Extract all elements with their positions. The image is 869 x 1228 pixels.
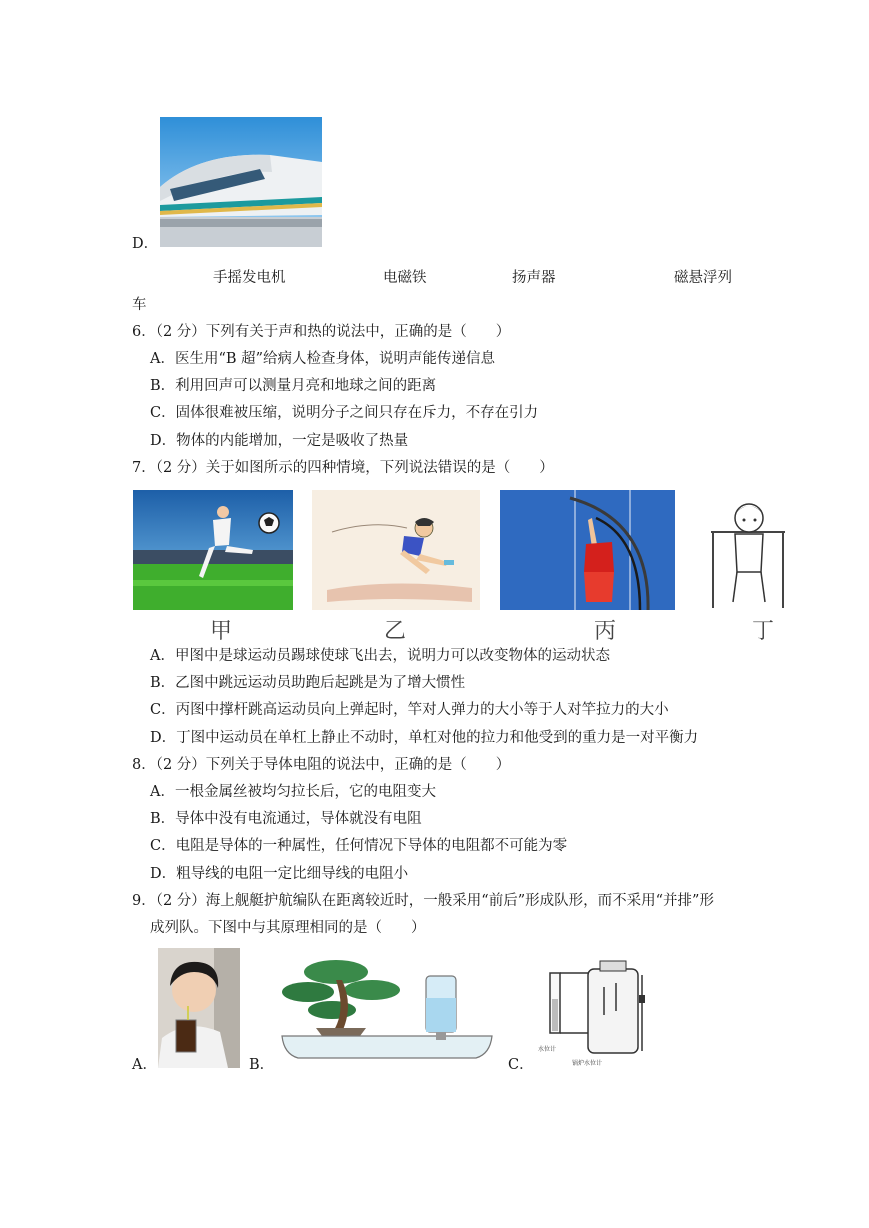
caption-speaker: 扬声器	[512, 270, 556, 286]
soccer-player-image	[133, 490, 293, 610]
question-7-option-d: D．丁图中运动员在单杠上静止不动时，单杠对他的拉力和他受到的重力是一对平衡力	[150, 730, 699, 746]
question-6-option-c: C．固体很难被压缩，说明分子之间只存在斥力，不存在引力	[150, 405, 539, 421]
question-8-stem: 8．（2 分）下列关于导体电阻的说法中，正确的是（ ）	[132, 757, 511, 773]
caption-maglev-wrap: 车	[132, 297, 147, 313]
pole-vault-image	[500, 490, 675, 610]
figure-label-ding: 丁	[752, 619, 775, 644]
bonsai-water-bottle-image	[276, 950, 498, 1068]
option-d-label: D．	[132, 236, 159, 252]
figure-label-yi: 乙	[384, 619, 407, 644]
question-9-option-c-label: C．	[508, 1057, 534, 1073]
question-6-option-b: B．利用回声可以测量月亮和地球之间的距离	[150, 378, 437, 394]
child-drinking-straw-image	[158, 948, 240, 1068]
long-jump-image	[312, 490, 480, 610]
question-9-stem-line1: 9．（2 分）海上舰艇护航编队在距离较近时，一般采用“前后”形成队形，而不采用“并排”形	[132, 893, 714, 909]
question-7-option-b: B．乙图中跳远运动员助跑后起跳是为了增大惯性	[150, 675, 466, 691]
caption-electromagnet: 电磁铁	[383, 270, 427, 286]
question-6-option-a: A．医生用“B 超”给病人检查身体，说明声能传递信息	[150, 351, 496, 367]
question-6-option-d: D．物体的内能增加，一定是吸收了热量	[150, 433, 409, 449]
question-8-option-a: A．一根金属丝被均匀拉长后，它的电阻变大	[150, 784, 436, 800]
maglev-train-image	[160, 117, 322, 247]
question-7-option-c: C．丙图中撑杆跳高运动员向上弹起时，竿对人弹力的大小等于人对竿拉力的大小	[150, 702, 669, 718]
boiler-water-gauge-label: 锅炉水位计	[572, 1060, 603, 1067]
question-9-option-a-label: A．	[132, 1057, 157, 1073]
caption-maglev: 磁悬浮列	[674, 270, 732, 286]
question-6-stem: 6．（2 分）下列有关于声和热的说法中，正确的是（ ）	[132, 324, 511, 340]
water-level-gauge-label: 水位计	[538, 1046, 557, 1053]
question-8-option-b: B．导体中没有电流通过，导体就没有电阻	[150, 811, 422, 827]
question-9-stem-line2: 成列队。下图中与其原理相同的是（ ）	[150, 920, 426, 936]
boiler-water-gauge-image	[530, 955, 662, 1070]
horizontal-bar-image	[705, 490, 791, 610]
question-8-option-d: D．粗导线的电阻一定比细导线的电阻小	[150, 866, 409, 882]
figure-label-jia: 甲	[210, 619, 233, 644]
question-8-option-c: C．电阻是导体的一种属性，任何情况下导体的电阻都不可能为零	[150, 838, 568, 854]
figure-label-bing: 丙	[594, 619, 617, 644]
question-7-stem: 7．（2 分）关于如图所示的四种情境，下列说法错误的是（ ）	[132, 460, 554, 476]
caption-hand-generator: 手摇发电机	[213, 270, 286, 286]
question-7-option-a: A．甲图中是球运动员踢球使球飞出去，说明力可以改变物体的运动状态	[150, 648, 610, 664]
question-9-option-b-label: B．	[249, 1057, 275, 1073]
